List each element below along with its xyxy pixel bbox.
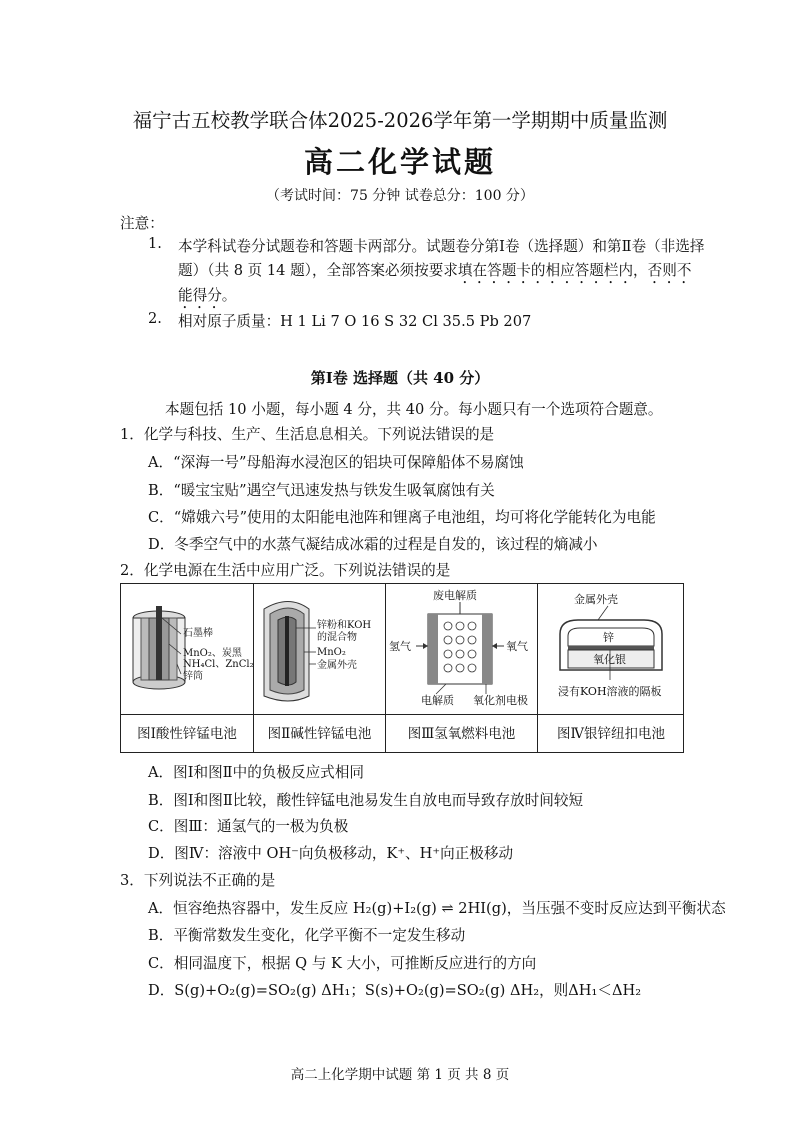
fig3-label-hydrogen: 氢气	[389, 640, 411, 653]
fig1-label-zinc-can: 锌筒	[183, 671, 203, 682]
q1-option-c: C．“嫦娥六号”使用的太阳能电池阵和锂离子电池组，均可将化学能转化为电能	[148, 509, 656, 526]
fig3-label-electrolyte: 电解质	[421, 694, 454, 707]
fig1-caption: 图Ⅰ酸性锌锰电池	[137, 726, 237, 742]
q3-option-b: B．平衡常数发生变化，化学平衡不一定发生移动	[148, 927, 466, 944]
notice-2-line1: 相对原子质量：H 1 Li 7 O 16 S 32 Cl 35.5 Pb 207	[178, 313, 532, 330]
exam-header: 福宁古五校教学联合体2025-2026学年第一学期期中质量监测	[132, 109, 668, 132]
fig1-label-electrolyte: NH₄Cl、ZnCl₂	[183, 659, 254, 670]
q3-option-a: A．恒容绝热容器中，发生反应 H₂(g)+I₂(g) ⇌ 2HI(g)，当压强不变时反应达到平衡状态	[148, 900, 726, 917]
fig3-label-oxygen: 氧气	[506, 640, 528, 653]
notice-label: 注意：	[120, 215, 164, 232]
fig2-label-mno2: MnO₂	[317, 647, 346, 658]
notice-1-line3: 能得分。	[178, 287, 237, 304]
exam-subtitle: （考试时间：75 分钟 试卷总分：100 分）	[266, 188, 534, 204]
q1-stem: 1．化学与科技、生产、生活息息相关。下列说法错误的是	[120, 426, 495, 443]
fig2-label-zinc-koh: 锌粉和KOH	[317, 620, 372, 631]
q3-option-d: D．S(g)+O₂(g)=SO₂(g) ΔH₁；S(s)+O₂(g)=SO₂(g) ΔH₂，则ΔH₁＜ΔH₂	[148, 982, 642, 999]
fig2-caption: 图Ⅱ碱性锌锰电池	[267, 726, 372, 742]
notice-1-line2-emph: 填在答题卡的相应答题栏内，否则不	[457, 262, 692, 279]
section-instruction: 本题包括 10 小题，每小题 4 分，共 40 分。每小题只有一个选项符合题意。	[165, 401, 663, 418]
q3-option-c: C．相同温度下，根据 Q 与 K 大小，可推断反应进行的方向	[148, 955, 537, 972]
notice-1-line1: 本学科试卷分试题卷和答题卡两部分。试题卷分第Ⅰ卷（选择题）和第Ⅱ卷（非选择	[178, 238, 705, 255]
q2-option-b: B．图Ⅰ和图Ⅱ比较，酸性锌锰电池易发生自放电而导致存放时间较短	[148, 792, 584, 809]
fig4-label-zinc: 锌	[603, 631, 614, 644]
section-title: 第Ⅰ卷 选择题（共 40 分）	[310, 369, 490, 387]
fig4-label-separator: 浸有KOH溶液的隔板	[558, 685, 662, 698]
fig2-label-metal-shell: 金属外壳	[317, 660, 357, 671]
fig2-label-mixture: 的混合物	[317, 632, 357, 643]
q1-option-b: B．“暖宝宝贴”遇空气迅速发热与铁发生吸氧腐蚀有关	[148, 482, 495, 499]
fig1-label-mno2: MnO₂、炭黑	[183, 648, 242, 659]
notice-1-num: 1.	[148, 235, 162, 252]
q3-stem: 3．下列说法不正确的是	[120, 872, 276, 889]
fig3-caption: 图Ⅲ氢氧燃料电池	[407, 726, 516, 742]
battery-figure-table	[120, 583, 684, 753]
notice-1-line2	[178, 259, 691, 287]
fig3-label-waste: 废电解质	[433, 589, 477, 602]
q1-option-d: D．冬季空气中的水蒸气凝结成冰霜的过程是自发的，该过程的熵减小	[148, 536, 598, 553]
fig1-label-graphite-rod: 石墨棒	[183, 628, 213, 639]
fig4-caption: 图Ⅳ银锌纽扣电池	[557, 726, 665, 742]
notice-1-line2-pre: 题）（共 8 页 14 题），全部答案必须按要求	[178, 262, 458, 279]
page-footer: 高二上化学期中试题 第 1 页 共 8 页	[290, 1067, 510, 1083]
fig4-label-silver-oxide: 氧化银	[593, 653, 626, 666]
exam-title: 高二化学试题	[303, 145, 496, 179]
fig3-label-oxidant-electrode: 氧化剂电极	[473, 694, 528, 707]
q1-option-a: A．“深海一号”母船海水浸泡区的铝块可保障船体不易腐蚀	[148, 454, 524, 471]
q2-option-c: C．图Ⅲ：通氢气的一极为负极	[148, 818, 349, 835]
q2-stem: 2．化学电源在生活中应用广泛。下列说法错误的是	[120, 562, 451, 579]
notice-2-num: 2.	[148, 310, 162, 327]
q2-option-a: A．图Ⅰ和图Ⅱ中的负极反应式相同	[148, 764, 364, 781]
q2-option-d: D．图Ⅳ：溶液中 OH⁻向负极移动，K⁺、H⁺向正极移动	[148, 845, 514, 862]
fig4-label-metal-shell: 金属外壳	[574, 593, 618, 606]
